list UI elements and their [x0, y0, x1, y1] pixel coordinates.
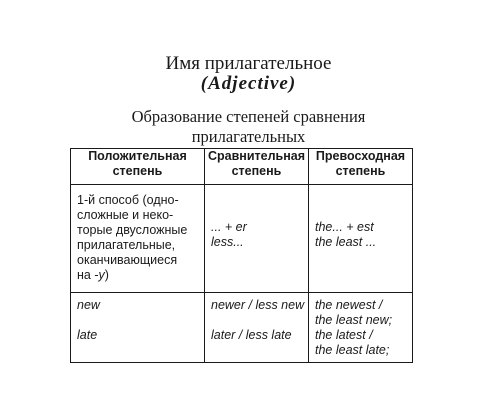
section-heading-line-1: Образование степеней сравнения: [131, 107, 366, 126]
table-header-row: [71, 149, 413, 185]
example-comparative-2: later / less late: [211, 328, 292, 342]
method-line-4: прилагательные,: [77, 238, 176, 252]
example-positive-1: new: [77, 298, 100, 312]
example-superlative-cell: [309, 293, 413, 363]
example-comparative-1: newer / less new: [211, 298, 305, 312]
method-line-5: оканчивающиеся: [77, 253, 178, 267]
example-superlative-1b: the least new;: [315, 313, 393, 327]
page-subtitle: (Adjective): [200, 73, 297, 94]
example-positive-cell: [71, 293, 205, 363]
example-superlative-2a: the latest /: [315, 328, 373, 342]
method-line-1: 1-й способ (одно-: [77, 193, 179, 207]
comparative-rule-2: less...: [211, 235, 244, 249]
method-line-3: торые двусложные: [77, 223, 188, 237]
section-heading-line-2: прилагательных: [191, 127, 306, 146]
table-row: [71, 185, 413, 293]
example-comparative-cell: [205, 293, 309, 363]
comparison-table: [70, 148, 413, 363]
superlative-rule-cell: [309, 185, 413, 293]
comparative-rule-1: ... + er: [211, 220, 247, 234]
table-row: [71, 293, 413, 363]
page-title: Имя прилагательное: [165, 53, 332, 74]
superlative-rule-2: the least ...: [315, 235, 377, 249]
column-header-superlative: Превосходная степень: [309, 149, 413, 185]
section-heading: [0, 107, 497, 147]
comparative-rule-cell: [205, 185, 309, 293]
column-header-positive: Положительная степень: [71, 149, 205, 185]
example-positive-2: late: [77, 328, 98, 342]
example-superlative-1a: the newest /: [315, 298, 383, 312]
method-cell: [71, 185, 205, 293]
method-line-6: на -y): [77, 268, 109, 282]
example-superlative-2b: the least late;: [315, 343, 390, 357]
superlative-rule-1: the... + est: [315, 220, 374, 234]
method-line-2: сложные и неко-: [77, 208, 174, 222]
column-header-comparative: Сравнительная степень: [205, 149, 309, 185]
